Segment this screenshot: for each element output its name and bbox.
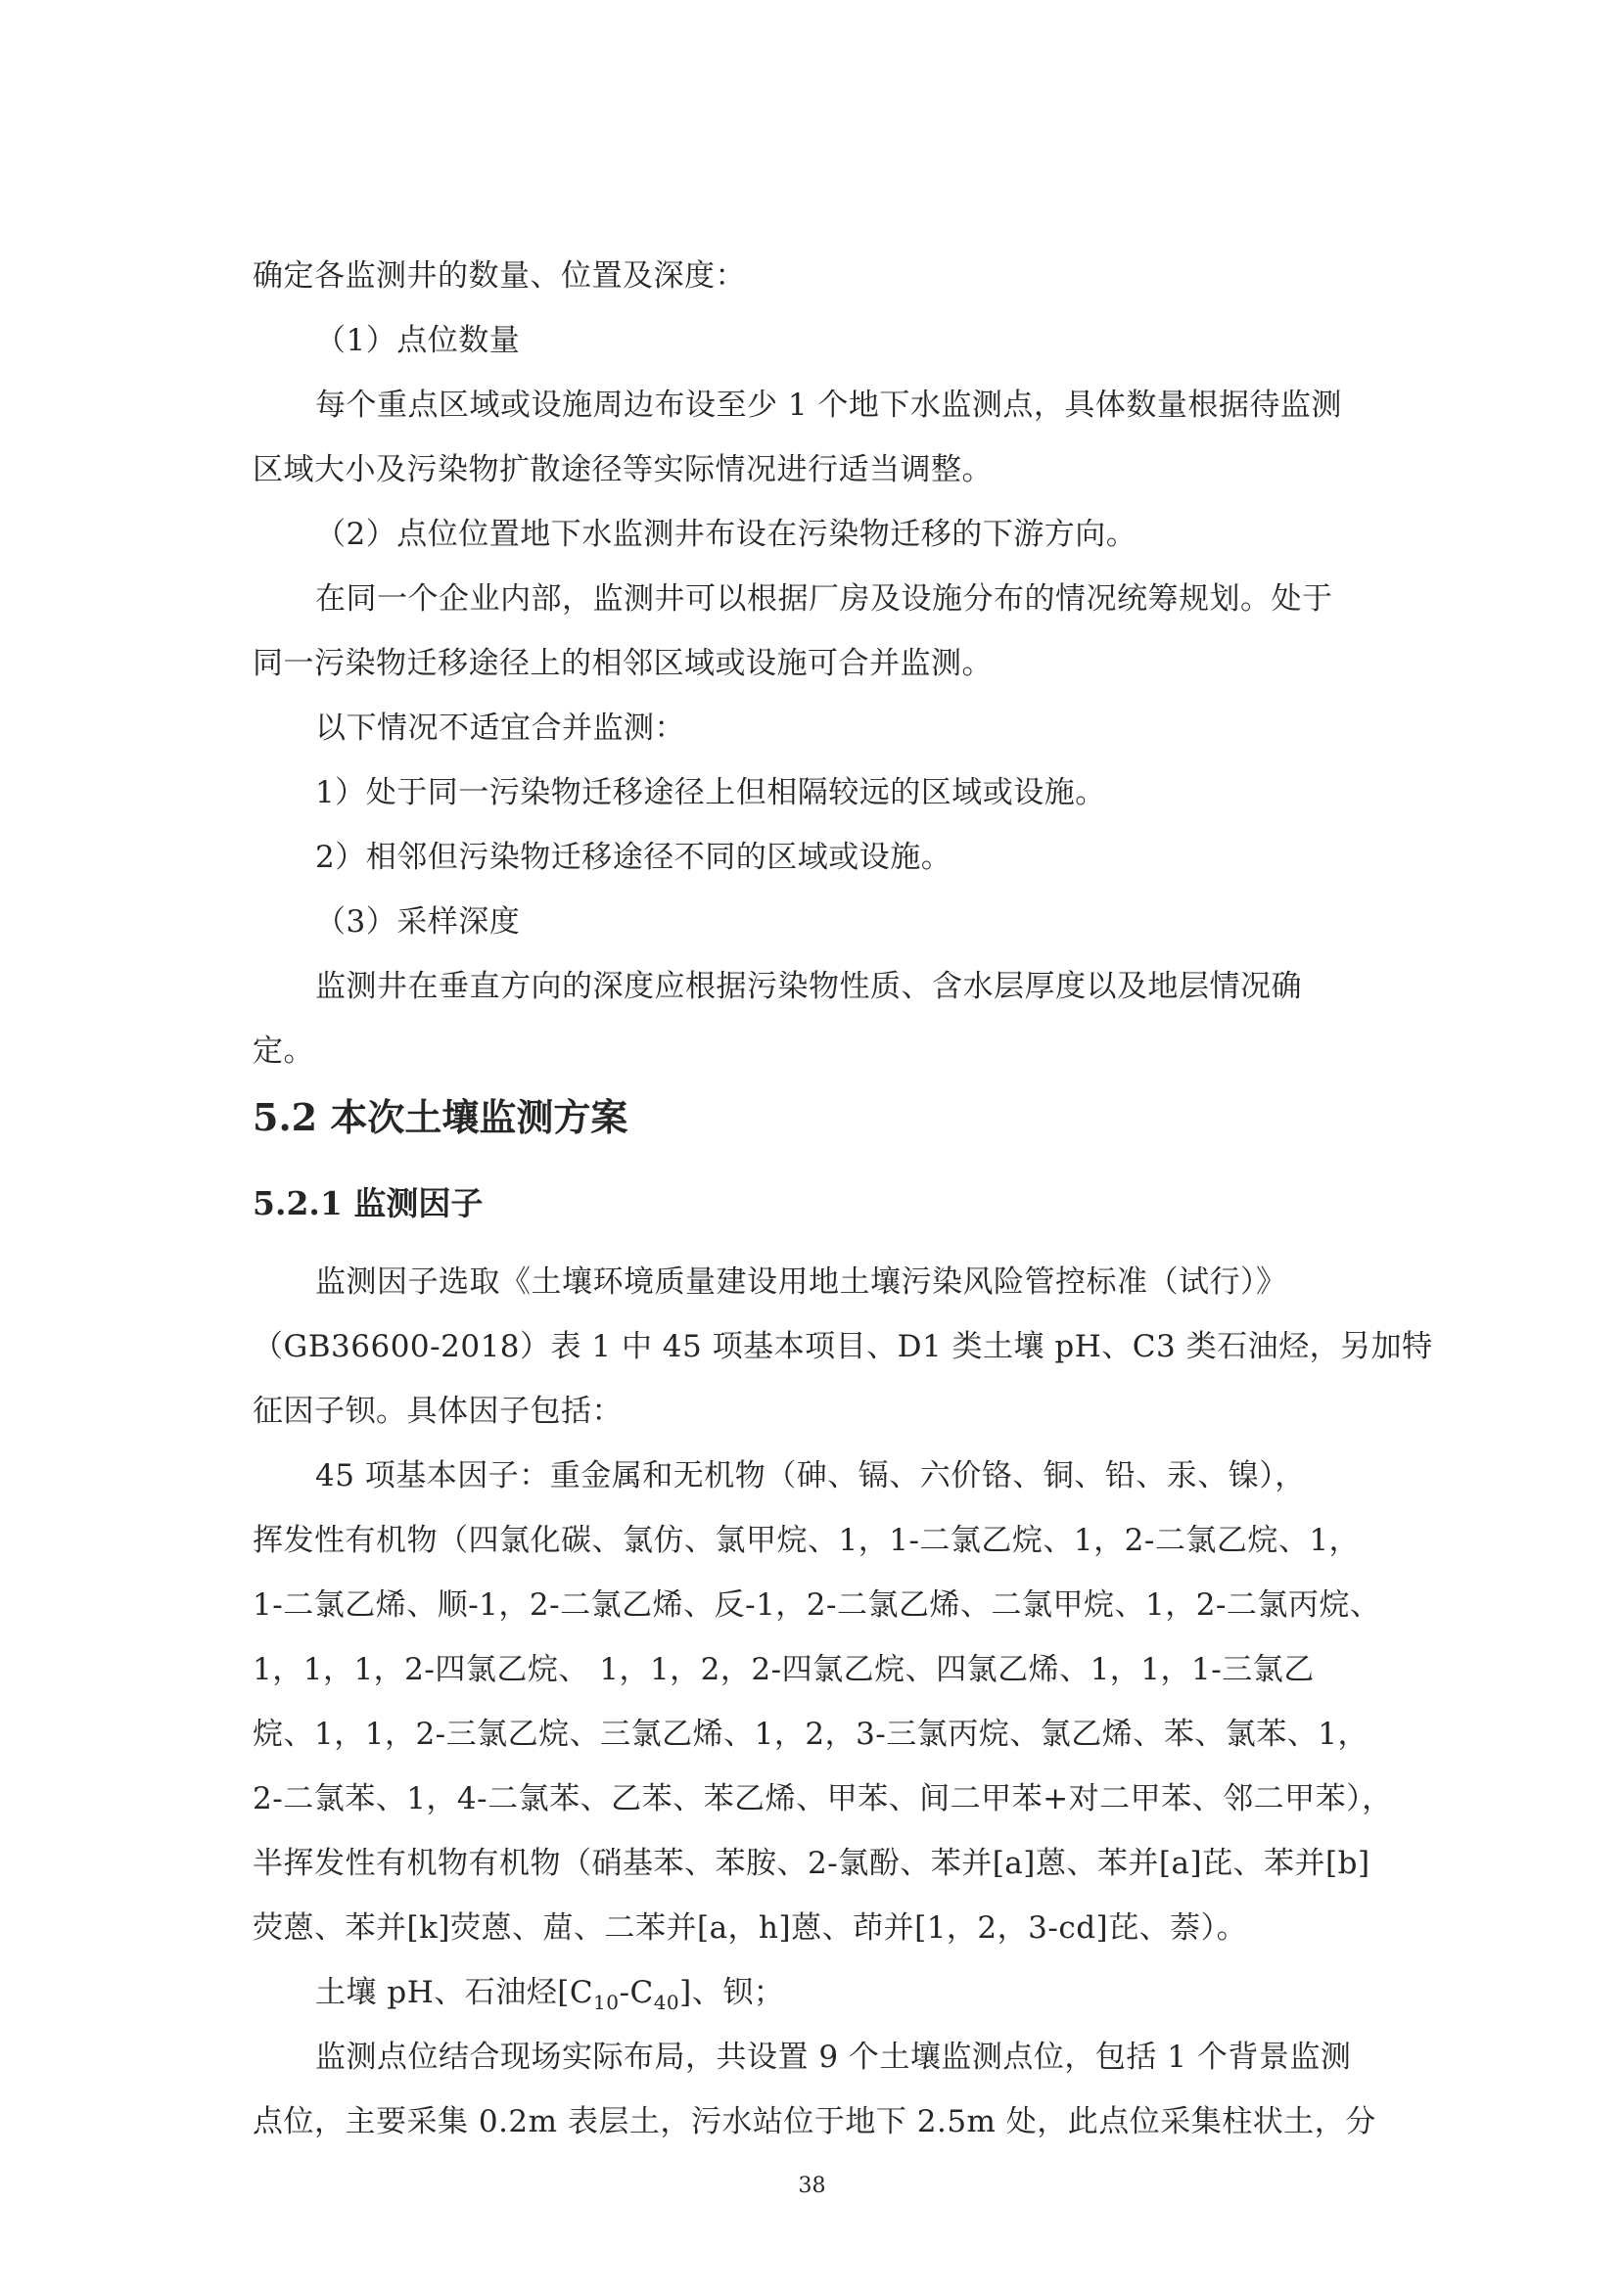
paragraph-line: 监测点位结合现场实际布局，共设置 9 个土壤监测点位，包括 1 个背景监测 (315, 2040, 1352, 2075)
subheading-sampling-depth: （3）采样深度 (315, 904, 521, 940)
paragraph-line: 区域大小及污染物扩散途径等实际情况进行适当调整。 (253, 452, 993, 487)
paragraph-line: 挥发性有机物（四氯化碳、氯仿、氯甲烷、1，1-二氯乙烷、1，2-二氯乙烷、1， (253, 1523, 1361, 1558)
list-item: 2）相邻但污染物迁移途径不同的区域或设施。 (315, 840, 952, 875)
paragraph-line: （GB36600-2018）表 1 中 45 项基本项目、D1 类土壤 pH、C3 类石油烃，另加特 (253, 1329, 1433, 1364)
paragraph-line: 1-二氯乙烯、顺-1，2-二氯乙烯、反-1，2-二氯乙烯、二氯甲烷、1，2-二氯丙烷、 (253, 1587, 1381, 1623)
paragraph-line: 监测井在垂直方向的深度应根据污染物性质、含水层厚度以及地层情况确 (315, 969, 1302, 1004)
text-run: -C (619, 1975, 654, 2010)
section-heading: 5.2 本次土壤监测方案 (253, 1095, 628, 1139)
paragraph-line (315, 1973, 784, 2022)
paragraph-line: 45 项基本因子：重金属和无机物（砷、镉、六价铬、铜、铅、汞、镍）， (315, 1458, 1306, 1493)
paragraph-line: 在同一个企业内部，监测井可以根据厂房及设施分布的情况统筹规划。处于 (315, 581, 1333, 617)
paragraph-line: 征因子钡。具体因子包括： (253, 1394, 623, 1429)
paragraph-line: 以下情况不适宜合并监测： (315, 711, 685, 746)
subscript: 10 (593, 1991, 620, 2015)
paragraph-line: 荧蒽、苯并[k]荧蒽、䓛、二苯并[a，h]蒽、茚并[1，2，3-cd]芘、萘）。 (253, 1910, 1248, 1946)
paragraph-line: 每个重点区域或设施周边布设至少 1 个地下水监测点，具体数量根据待监测 (315, 388, 1342, 423)
paragraph-line: 2-二氯苯、1，4-二氯苯、乙苯、苯乙烯、甲苯、间二甲苯+对二甲苯、邻二甲苯）， (253, 1781, 1393, 1816)
paragraph-line: 确定各监测井的数量、位置及深度： (253, 258, 746, 294)
paragraph-line: 半挥发性有机物有机物（硝基苯、苯胺、2-氯酚、苯并[a]蒽、苯并[a]芘、苯并[b] (253, 1846, 1370, 1881)
subscript: 40 (653, 1991, 680, 2015)
text-run: ]、钡； (679, 1975, 785, 2010)
paragraph-line: 监测因子选取《土壤环境质量建设用地土壤污染风险管控标准（试行）》 (315, 1264, 1287, 1300)
subheading-point-location: （2）点位位置地下水监测井布设在污染物迁移的下游方向。 (315, 517, 1137, 552)
paragraph-line: 点位，主要采集 0.2m 表层土，污水站位于地下 2.5m 处，此点位采集柱状土，分 (253, 2104, 1376, 2139)
list-item: 1）处于同一污染物迁移途径上但相隔较远的区域或设施。 (315, 775, 1106, 810)
paragraph-line: 定。 (253, 1033, 314, 1069)
paragraph-line: 同一污染物迁移途径上的相邻区域或设施可合并监测。 (253, 646, 993, 681)
text-run: 土壤 pH、石油烃[C (315, 1975, 594, 2010)
paragraph-line: 1，1，1，2-四氯乙烷、 1，1，2，2-四氯乙烷、四氯乙烯、1，1，1-三氯乙 (253, 1652, 1315, 1687)
subsection-heading: 5.2.1 监测因子 (253, 1184, 484, 1222)
paragraph-line: 烷、1，1，2-三氯乙烷、三氯乙烯、1，2，3-三氯丙烷、氯乙烯、苯、氯苯、1， (253, 1717, 1369, 1752)
page-number: 38 (798, 2174, 826, 2198)
subheading-point-count: （1）点位数量 (315, 323, 521, 358)
